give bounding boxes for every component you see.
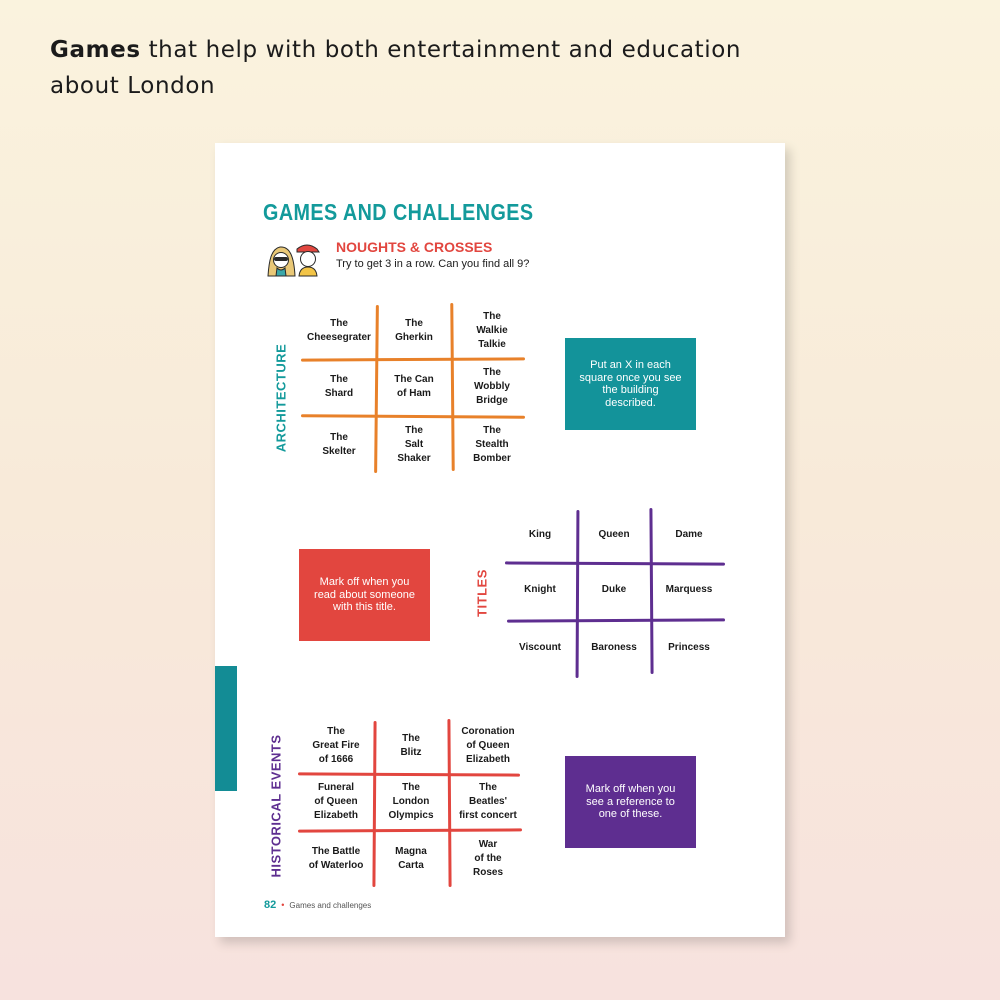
- grid-cell[interactable]: Queen: [598, 529, 630, 540]
- architecture-instruction-box: [565, 338, 696, 430]
- grid-cell[interactable]: Funeral of Queen Elizabeth: [314, 782, 358, 821]
- historical-events-label: HISTORICAL EVENTS: [268, 734, 284, 878]
- headline: [50, 32, 810, 104]
- titles-grid: [505, 508, 727, 680]
- grid-cell[interactable]: War of the Roses: [472, 839, 503, 878]
- grid-cell[interactable]: King: [528, 529, 552, 540]
- historical-events-grid: [298, 719, 524, 889]
- grid-cell[interactable]: The Skelter: [322, 432, 356, 457]
- footer-section-name: Games and challenges: [289, 901, 372, 910]
- grid-cell[interactable]: The Can of Ham: [394, 374, 434, 399]
- grid-cell[interactable]: Princess: [668, 642, 710, 653]
- titles-label: TITLES: [474, 569, 490, 617]
- grid-cell[interactable]: Dame: [675, 529, 703, 540]
- game-instructions: Try to get 3 in a row. Can you find all 9?: [336, 258, 530, 270]
- page-number: 82: [264, 899, 277, 911]
- grid-cell[interactable]: Marquess: [665, 584, 713, 595]
- architecture-grid: [301, 303, 527, 475]
- grid-cell[interactable]: The Shard: [324, 374, 354, 399]
- grid-cell[interactable]: Viscount: [518, 642, 562, 653]
- kids-illustration-icon: [264, 239, 326, 277]
- grid-cell[interactable]: The Blitz: [400, 733, 422, 758]
- architecture-instruction-text: Put an X in each square once you see the building described.: [579, 359, 682, 409]
- historical-events-instruction-box: [565, 756, 696, 848]
- grid-cell[interactable]: The Gherkin: [395, 318, 433, 343]
- grid-cell[interactable]: The Cheesegrater: [307, 318, 371, 343]
- page-footer: [264, 895, 371, 913]
- grid-cell[interactable]: The Great Fire of 1666: [312, 726, 360, 765]
- game-title: NOUGHTS & CROSSES: [336, 239, 493, 255]
- grid-cell[interactable]: Coronation of Queen Elizabeth: [461, 726, 515, 765]
- grid-line: [301, 357, 525, 361]
- titles-instruction-text: Mark off when you read about someone with this title.: [314, 576, 415, 614]
- grid-cell[interactable]: The Walkie Talkie: [476, 311, 508, 350]
- grid-cell[interactable]: The Stealth Bomber: [473, 425, 511, 464]
- headline-rest: that help with both entertainment and education about London: [50, 37, 742, 99]
- grid-cell[interactable]: Magna Carta: [395, 846, 427, 871]
- grid-cell[interactable]: The Beatles' first concert: [459, 782, 517, 821]
- historical-events-instruction-text: Mark off when you see a reference to one of these.: [585, 783, 676, 821]
- grid-line: [298, 772, 520, 776]
- grid-cell[interactable]: Duke: [601, 584, 627, 595]
- grid-cell[interactable]: The Wobbly Bridge: [474, 367, 510, 406]
- grid-cell[interactable]: Knight: [524, 584, 556, 595]
- grid-line: [505, 561, 725, 565]
- grid-cell[interactable]: The London Olympics: [388, 782, 434, 821]
- page-title: GAMES AND CHALLENGES: [263, 199, 534, 225]
- grid-cell[interactable]: The Salt Shaker: [397, 425, 431, 464]
- footer-separator: •: [281, 900, 285, 910]
- titles-instruction-box: [299, 549, 430, 641]
- architecture-label: ARCHITECTURE: [273, 343, 289, 453]
- book-page: [215, 143, 785, 937]
- grid-cell[interactable]: Baroness: [591, 642, 637, 653]
- grid-line: [507, 618, 725, 622]
- headline-bold: Games: [50, 37, 141, 63]
- grid-cell[interactable]: The Battle of Waterloo: [308, 846, 364, 871]
- grid-line: [298, 828, 522, 832]
- grid-line: [301, 414, 525, 419]
- page-edge-tab: [215, 666, 237, 791]
